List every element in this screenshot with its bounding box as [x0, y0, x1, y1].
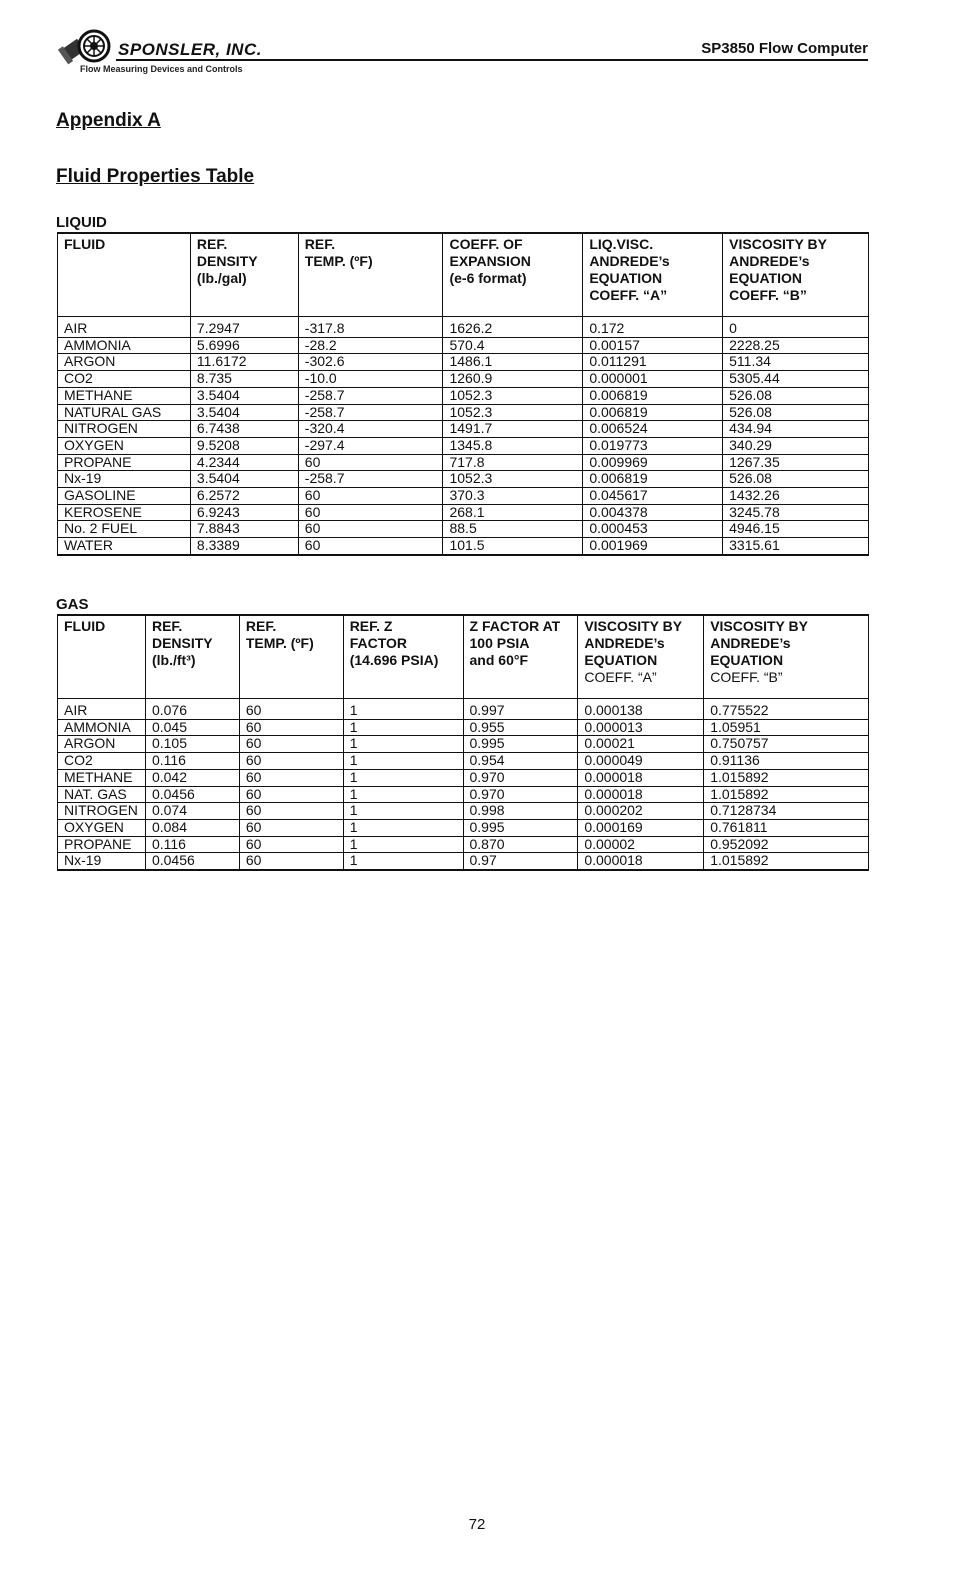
table-cell: 0.998 — [463, 803, 578, 820]
table-row — [58, 454, 869, 471]
gas-column-header — [145, 615, 239, 699]
table-cell: 0.172 — [583, 317, 723, 338]
table-cell: 60 — [239, 736, 343, 753]
page-number: 72 — [468, 1516, 486, 1533]
table-cell: AMMONIA — [58, 337, 191, 354]
table-cell: 0.000018 — [578, 786, 704, 803]
table-cell: 1 — [343, 719, 463, 736]
gas-header-line: REF. — [151, 618, 183, 634]
liquid-column-header — [443, 233, 583, 317]
table-cell: 0.042 — [145, 769, 239, 786]
table-cell: 0.019773 — [583, 437, 723, 454]
table-cell: 340.29 — [723, 437, 869, 454]
table-cell: 0.00021 — [578, 736, 704, 753]
table-cell: Nx-19 — [58, 471, 191, 488]
table-cell: -28.2 — [298, 337, 443, 354]
liquid-header-line: REF. — [304, 236, 336, 252]
table-cell: 0.997 — [463, 699, 578, 720]
table-cell: 0.074 — [145, 803, 239, 820]
table-cell: 3315.61 — [723, 538, 869, 555]
table-cell: -302.6 — [298, 354, 443, 371]
table-cell: 1052.3 — [443, 471, 583, 488]
liquid-header-line: COEFF. “A” — [589, 287, 668, 303]
table-row — [58, 337, 869, 354]
table-cell: AMMONIA — [58, 719, 146, 736]
liquid-header-line: ANDREDE’s — [729, 253, 810, 269]
table-cell: 717.8 — [443, 454, 583, 471]
table-cell: 6.2572 — [190, 488, 298, 505]
table-cell: 1 — [343, 753, 463, 770]
table-cell: 1 — [343, 786, 463, 803]
table-cell: 526.08 — [723, 404, 869, 421]
table-cell: 1432.26 — [723, 488, 869, 505]
table-row — [58, 769, 869, 786]
table-cell: 1260.9 — [443, 371, 583, 388]
table-row — [58, 753, 869, 770]
table-row — [58, 719, 869, 736]
table-cell: NAT. GAS — [58, 786, 146, 803]
gas-column-header — [239, 615, 343, 699]
table-cell: 0.000013 — [578, 719, 704, 736]
table-row — [58, 488, 869, 505]
table-cell: 1 — [343, 769, 463, 786]
table-cell: 0.870 — [463, 836, 578, 853]
table-cell: 4946.15 — [723, 521, 869, 538]
table-cell: 1.05951 — [704, 719, 869, 736]
gas-header-line: TEMP. (ºF) — [245, 635, 314, 651]
table-row — [58, 437, 869, 454]
table-cell: 8.735 — [190, 371, 298, 388]
table-cell: 2228.25 — [723, 337, 869, 354]
table-cell: ARGON — [58, 736, 146, 753]
table-cell: No. 2 FUEL — [58, 521, 191, 538]
table-cell: 0.000018 — [578, 853, 704, 870]
liquid-header-line: EQUATION — [729, 270, 802, 286]
liquid-header-line: (e-6 format) — [449, 270, 527, 286]
sponsler-logo — [56, 14, 276, 74]
table-cell: NATURAL GAS — [58, 404, 191, 421]
liquid-label: LIQUID — [56, 214, 107, 231]
table-cell: OXYGEN — [58, 819, 146, 836]
table-cell: 0.00002 — [578, 836, 704, 853]
table-cell: 1052.3 — [443, 387, 583, 404]
table-cell: 60 — [239, 836, 343, 853]
gas-header-row — [58, 615, 869, 699]
gas-header-line: FLUID — [64, 618, 106, 634]
table-cell: 0.952092 — [704, 836, 869, 853]
table-cell: 0.076 — [145, 699, 239, 720]
table-cell: 1.015892 — [704, 769, 869, 786]
gas-properties-table — [57, 614, 869, 871]
table-cell: 0.000018 — [578, 769, 704, 786]
table-cell: CO2 — [58, 753, 146, 770]
table-cell: 0.761811 — [704, 819, 869, 836]
table-cell: 526.08 — [723, 387, 869, 404]
table-cell: -258.7 — [298, 387, 443, 404]
table-cell: -317.8 — [298, 317, 443, 338]
appendix-title: Appendix A — [56, 110, 161, 131]
table-cell: 0.000138 — [578, 699, 704, 720]
table-cell: 1345.8 — [443, 437, 583, 454]
table-cell: 0.7128734 — [704, 803, 869, 820]
table-cell: GASOLINE — [58, 488, 191, 505]
gas-header-line: EQUATION — [584, 652, 658, 668]
table-cell: 60 — [298, 538, 443, 555]
liquid-header-line: EXPANSION — [449, 253, 531, 269]
table-cell: 1 — [343, 819, 463, 836]
table-cell: 3.5404 — [190, 471, 298, 488]
table-cell: 1267.35 — [723, 454, 869, 471]
table-cell: 60 — [298, 504, 443, 521]
table-row — [58, 538, 869, 555]
table-row — [58, 803, 869, 820]
table-cell: 6.7438 — [190, 421, 298, 438]
table-cell: 570.4 — [443, 337, 583, 354]
table-cell: 0.011291 — [583, 354, 723, 371]
liquid-header-row — [58, 233, 869, 317]
gas-column-header — [343, 615, 463, 699]
table-cell: 0.0456 — [145, 853, 239, 870]
gas-header-line: (14.696 PSIA) — [349, 652, 439, 668]
liquid-header-line: COEFF. OF — [449, 236, 523, 252]
table-cell: 5.6996 — [190, 337, 298, 354]
liquid-column-header — [298, 233, 443, 317]
table-cell: 60 — [239, 769, 343, 786]
table-cell: 370.3 — [443, 488, 583, 505]
table-cell: 434.94 — [723, 421, 869, 438]
liquid-column-header — [723, 233, 869, 317]
table-cell: 0.000202 — [578, 803, 704, 820]
table-row — [58, 819, 869, 836]
liquid-column-header — [583, 233, 723, 317]
gas-column-header — [578, 615, 704, 699]
company-tagline: Flow Measuring Devices and Controls — [80, 64, 243, 74]
table-cell: 1.015892 — [704, 853, 869, 870]
table-cell: 0.105 — [145, 736, 239, 753]
table-cell: 3.5404 — [190, 387, 298, 404]
table-cell: 60 — [239, 753, 343, 770]
liquid-header-line: ANDREDE’s — [589, 253, 670, 269]
table-cell: 1052.3 — [443, 404, 583, 421]
table-cell: 0.000453 — [583, 521, 723, 538]
table-cell: 0 — [723, 317, 869, 338]
table-cell: METHANE — [58, 769, 146, 786]
valve-icon — [56, 16, 118, 66]
table-cell: 0.970 — [463, 769, 578, 786]
table-cell: 60 — [239, 803, 343, 820]
table-row — [58, 786, 869, 803]
table-title: Fluid Properties Table — [56, 166, 255, 187]
table-row — [58, 387, 869, 404]
table-cell: -258.7 — [298, 471, 443, 488]
table-cell: 0.000169 — [578, 819, 704, 836]
table-cell: 11.6172 — [190, 354, 298, 371]
table-cell: 60 — [239, 853, 343, 870]
table-cell: 0.000049 — [578, 753, 704, 770]
gas-header-line: EQUATION — [710, 652, 784, 668]
table-cell: 0.995 — [463, 736, 578, 753]
table-cell: -10.0 — [298, 371, 443, 388]
table-cell: 0.004378 — [583, 504, 723, 521]
liquid-column-header — [190, 233, 298, 317]
table-row — [58, 736, 869, 753]
table-cell: 0.970 — [463, 786, 578, 803]
table-cell: 0.045 — [145, 719, 239, 736]
table-cell: 1 — [343, 853, 463, 870]
gas-header-line: COEFF. “B” — [710, 669, 783, 685]
table-cell: PROPANE — [58, 454, 191, 471]
gas-column-header — [463, 615, 578, 699]
liquid-header-line: FLUID — [64, 236, 106, 252]
table-cell: ARGON — [58, 354, 191, 371]
table-cell: 0.97 — [463, 853, 578, 870]
table-cell: 0.116 — [145, 753, 239, 770]
liquid-header-line: TEMP. (ºF) — [304, 253, 373, 269]
table-cell: NITROGEN — [58, 421, 191, 438]
table-row — [58, 699, 869, 720]
table-cell: 5305.44 — [723, 371, 869, 388]
page-header — [56, 14, 868, 74]
gas-header-line: VISCOSITY BY — [584, 618, 683, 634]
gas-header-line: DENSITY — [151, 635, 213, 651]
table-cell: -258.7 — [298, 404, 443, 421]
table-cell: 60 — [298, 488, 443, 505]
table-cell: 7.8843 — [190, 521, 298, 538]
table-cell: 60 — [298, 521, 443, 538]
gas-header-line: 100 PSIA — [469, 635, 530, 651]
table-row — [58, 836, 869, 853]
table-cell: 0.0456 — [145, 786, 239, 803]
table-row — [58, 404, 869, 421]
table-cell: 60 — [298, 454, 443, 471]
table-cell: Nx-19 — [58, 853, 146, 870]
gas-header-line: Z FACTOR AT — [469, 618, 561, 634]
table-row — [58, 504, 869, 521]
gas-header-line: (lb./ft³) — [151, 652, 196, 668]
table-cell: 3245.78 — [723, 504, 869, 521]
table-cell: 1 — [343, 736, 463, 753]
header-rule — [116, 59, 868, 61]
table-cell: 0.116 — [145, 836, 239, 853]
table-cell: 7.2947 — [190, 317, 298, 338]
table-cell: PROPANE — [58, 836, 146, 853]
table-cell: 0.045617 — [583, 488, 723, 505]
company-name: SPONSLER, INC. — [118, 40, 262, 59]
table-cell: KEROSENE — [58, 504, 191, 521]
table-cell: 101.5 — [443, 538, 583, 555]
table-cell: 511.34 — [723, 354, 869, 371]
table-cell: 0.006524 — [583, 421, 723, 438]
table-cell: 88.5 — [443, 521, 583, 538]
table-cell: -320.4 — [298, 421, 443, 438]
gas-header-line: VISCOSITY BY — [710, 618, 808, 634]
table-cell: 6.9243 — [190, 504, 298, 521]
gas-header-line: and 60°F — [469, 652, 529, 668]
table-row — [58, 354, 869, 371]
table-cell: 0.000001 — [583, 371, 723, 388]
gas-label: GAS — [56, 596, 89, 613]
table-cell: 0.006819 — [583, 404, 723, 421]
table-cell: 0.995 — [463, 819, 578, 836]
gas-column-header — [58, 615, 146, 699]
table-cell: 1 — [343, 836, 463, 853]
table-cell: 3.5404 — [190, 404, 298, 421]
table-cell: 0.750757 — [704, 736, 869, 753]
table-cell: METHANE — [58, 387, 191, 404]
table-cell: 8.3389 — [190, 538, 298, 555]
table-cell: CO2 — [58, 371, 191, 388]
table-cell: 60 — [239, 699, 343, 720]
table-cell: 4.2344 — [190, 454, 298, 471]
table-cell: 0.955 — [463, 719, 578, 736]
liquid-header-line: LIQ.VISC. — [589, 236, 654, 252]
table-cell: 0.009969 — [583, 454, 723, 471]
table-cell: 60 — [239, 719, 343, 736]
table-cell: NITROGEN — [58, 803, 146, 820]
liquid-header-line: REF. — [196, 236, 228, 252]
table-cell: OXYGEN — [58, 437, 191, 454]
table-cell: 0.775522 — [704, 699, 869, 720]
table-cell: 60 — [239, 786, 343, 803]
table-cell: 9.5208 — [190, 437, 298, 454]
table-cell: 526.08 — [723, 471, 869, 488]
table-cell: 0.084 — [145, 819, 239, 836]
table-cell: 0.006819 — [583, 387, 723, 404]
table-cell: 1 — [343, 699, 463, 720]
liquid-header-line: (lb./gal) — [196, 270, 247, 286]
table-row — [58, 853, 869, 870]
table-cell: 60 — [239, 819, 343, 836]
table-row — [58, 317, 869, 338]
liquid-column-header — [58, 233, 191, 317]
gas-header-line: COEFF. “A” — [584, 669, 657, 685]
table-cell: 0.91136 — [704, 753, 869, 770]
table-cell: -297.4 — [298, 437, 443, 454]
table-cell: 1.015892 — [704, 786, 869, 803]
gas-header-line: ANDREDE’s — [710, 635, 791, 651]
liquid-header-line: EQUATION — [589, 270, 663, 286]
table-cell: WATER — [58, 538, 191, 555]
table-cell: 0.006819 — [583, 471, 723, 488]
table-cell: 0.00157 — [583, 337, 723, 354]
table-cell: AIR — [58, 317, 191, 338]
table-row — [58, 371, 869, 388]
gas-header-line: REF. Z — [349, 618, 393, 634]
table-cell: 1491.7 — [443, 421, 583, 438]
table-row — [58, 521, 869, 538]
table-row — [58, 471, 869, 488]
table-cell: AIR — [58, 699, 146, 720]
gas-header-line: FACTOR — [349, 635, 407, 651]
table-cell: 268.1 — [443, 504, 583, 521]
table-cell: 0.954 — [463, 753, 578, 770]
table-cell: 0.001969 — [583, 538, 723, 555]
table-cell: 1626.2 — [443, 317, 583, 338]
table-row — [58, 421, 869, 438]
table-cell: 1 — [343, 803, 463, 820]
liquid-header-line: DENSITY — [196, 253, 258, 269]
gas-header-line: REF. — [245, 618, 277, 634]
gas-column-header — [704, 615, 869, 699]
table-cell: 1486.1 — [443, 354, 583, 371]
liquid-properties-table — [57, 232, 869, 556]
product-title: SP3850 Flow Computer — [701, 40, 868, 57]
liquid-header-line: COEFF. “B” — [729, 287, 807, 303]
gas-header-line: ANDREDE’s — [584, 635, 665, 651]
liquid-header-line: VISCOSITY BY — [729, 236, 827, 252]
